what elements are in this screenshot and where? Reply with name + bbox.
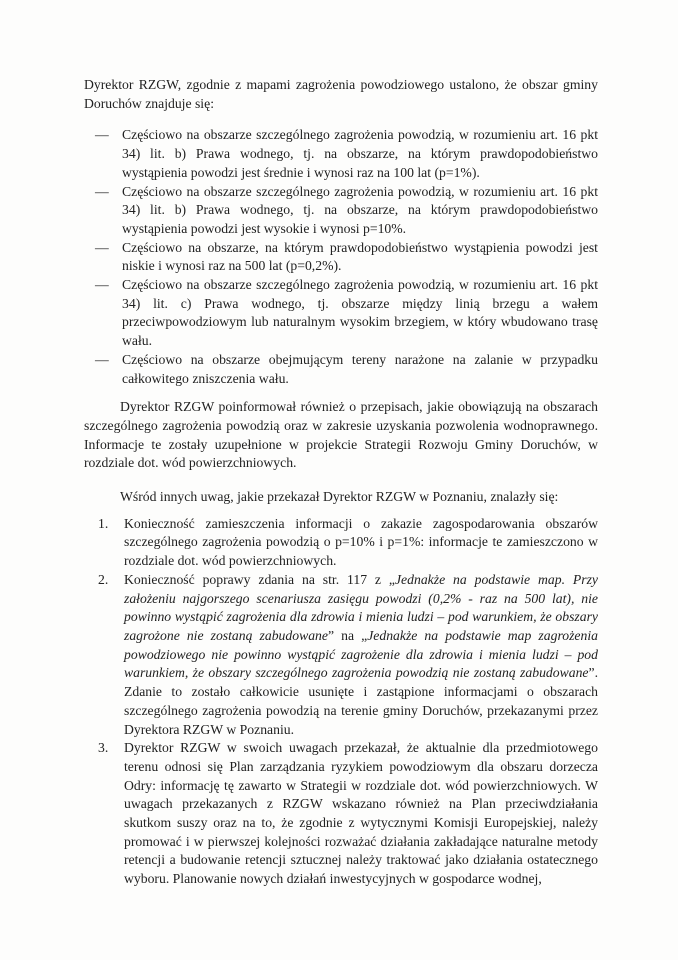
item-number: 1. (98, 515, 109, 531)
bullet-item-text: Częściowo na obszarze szczególnego zagrożenia powodzią, w rozumieniu art. 16 pkt 34) lit. b) Prawa wodnego, tj. na obszarze, na którym prawdopodobieństwo wystąpienia powodzi jest średnie i wynosi raz na 100 lat (p=1%). (122, 127, 598, 180)
bullet-item-text: Częściowo na obszarze obejmującym tereny narażone na zalanie w przypadku całkowitego zniszczenia wału. (122, 351, 598, 386)
bullet-list (84, 126, 598, 388)
bullet-item-text: Częściowo na obszarze szczególnego zagrożenia powodzią, w rozumieniu art. 16 pkt 34) lit. b) Prawa wodnego, tj. na obszarze, na którym prawdopodobieństwo wystąpienia powodzi jest wysokie i wynosi p=10%. (122, 183, 598, 236)
dash-marker: — (95, 183, 109, 199)
item-number: 3. (98, 740, 109, 756)
quoted-italic-segment: Jednakże na podstawie map. Przy założeniu najgorszego scenariusza zasięgu powodzi (0,2% - raz na 500 lat), nie powinno wystąpić zagrożenia dla zdrowia i mienia ludzi – pod warunkiem, że obszary zagrożone nie zostaną zabudowane (124, 571, 598, 643)
bullet-item-1 (84, 126, 598, 182)
bullet-item-2 (84, 183, 598, 239)
paragraph-rzgw-info: Dyrektor RZGW poinformował również o przepisach, jakie obowiązują na obszarach szczególnego zagrożenia powodzią oraz w zakresie uzyskania pozwolenia wodnoprawnego. Informacje te zostały uzupełnione w projekcie Strategii Rozwoju Gminy Doruchów, w rozdziale dot. wód powierzchniowych. (84, 399, 598, 471)
intro-paragraph: Dyrektor RZGW, zgodnie z mapami zagrożenia powodziowego ustalono, że obszar gminy Doruchów znajduje się: (84, 77, 598, 111)
quoted-italic-segment: Jednakże na podstawie map zagrożenia powodziowego nie powinno wystąpić zagrożenie dla zdrowia i mienia ludzi – pod warunkiem, że obszary szczególnego zagrożenia powodzią nie zostaną zabudowane (124, 627, 598, 681)
text-segment: ”. Zdanie to zostało całkowicie usunięte i zastąpione informacjami o obszarach szczególnego zagrożenia powodzią na terenie gminy Doruchów, przekazanymi przez Dyrektora RZGW w Poznaniu. (124, 665, 598, 737)
text-segment: Konieczność poprawy zdania na str. 117 z „ (124, 571, 395, 587)
numbered-list (84, 515, 598, 889)
dash-marker: — (95, 239, 109, 255)
bullet-item-3 (84, 239, 598, 276)
bullet-item-5 (84, 351, 598, 388)
numbered-item-1 (84, 515, 598, 571)
item-number: 2. (98, 571, 109, 587)
numbered-item-3 (84, 739, 598, 889)
bullet-item-text: Częściowo na obszarze szczególnego zagrożenia powodzią, w rozumieniu art. 16 pkt 34) lit. c) Prawa wodnego, tj. obszarze między linią brzegu a wałem przeciwpowodziowym lub naturalnym wysokim brzegiem, w który wbudowano trasę wału. (122, 277, 598, 349)
bullet-item-text: Częściowo na obszarze, na którym prawdopodobieństwo wystąpienia powodzi jest niskie i wynosi raz na 500 lat (p=0,2%). (122, 239, 598, 274)
text-segment: ” na „ (327, 627, 368, 643)
dash-marker: — (95, 277, 109, 293)
paragraph-remarks-intro: Wśród innych uwag, jakie przekazał Dyrektor RZGW w Poznaniu, znalazły się: (120, 489, 559, 505)
dash-marker: — (95, 351, 109, 367)
page-content (84, 76, 598, 889)
text-segment: Dyrektor RZGW w swoich uwagach przekazał, że aktualnie dla przedmiotowego terenu odnosi się Plan zarządzania ryzykiem powodziowym dla obszaru dorzecza Odry: informację tę zawarto w Strategii w rozdziale dot. wód powierzchniowych. W uwagach przekazanych z RZGW wskazano również na Plan przeciwdziałania skutkom suszy oraz na to, że zgodnie z wytycznymi Komisji Europejskiej, należy promować i w pierwszej kolejności rozważać działania zakładające naturalne metody retencji a budowanie retencji sztucznej należy traktować jako działania ostatecznego wyboru. Planowanie nowych działań inwestycyjnych w gospodarce wodnej, (124, 740, 598, 887)
numbered-item-2 (84, 571, 598, 739)
dash-marker: — (95, 127, 109, 143)
text-segment: Konieczność zamieszczenia informacji o zakazie zagospodarowania obszarów szczególnego zagrożenia powodzią o p=10% i p=1%: informacje te zamieszczono w rozdziale dot. wód powierzchniowych. (124, 515, 598, 569)
bullet-item-4 (84, 276, 598, 351)
